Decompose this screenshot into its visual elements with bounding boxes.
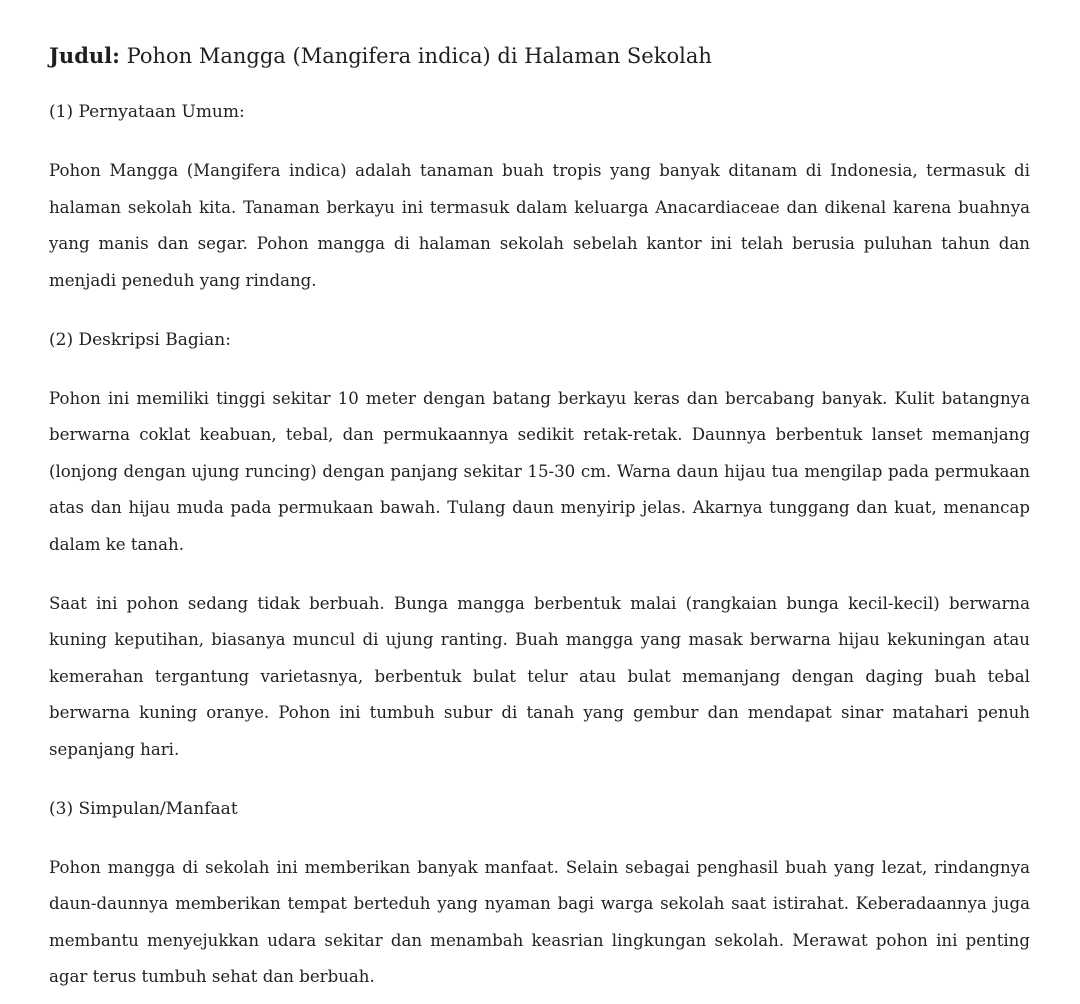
title-text: Pohon Mangga (Mangifera indica) di Halaman Sekolah bbox=[126, 44, 712, 68]
document-title bbox=[49, 40, 1030, 72]
title-label: Judul: bbox=[49, 43, 120, 68]
section-heading-part-description: (2) Deskripsi Bagian: bbox=[49, 329, 231, 350]
section-heading-conclusion: (3) Simpulan/Manfaat bbox=[49, 798, 238, 819]
paragraph-part-description-2: Saat ini pohon sedang tidak berbuah. Bunga mangga berbentuk malai (rangkaian bunga kecil-kecil) berwarna kuning keputihan, biasanya muncul di ujung ranting. Buah mangga yang masak berwarna hijau kekuningan atau kemerahan tergantung varietasnya, berbentuk bulat telur atau bulat memanjang dengan daging buah tebal berwarna kuning oranye. Pohon ini tumbuh subur di tanah yang gembur dan mendapat sinar matahari penuh sepanjang hari. bbox=[49, 593, 1030, 759]
document-body bbox=[49, 40, 1030, 996]
paragraph-conclusion: Pohon mangga di sekolah ini memberikan banyak manfaat. Selain sebagai penghasil buah yang lezat, rindangnya daun-daunnya memberikan tempat berteduh yang nyaman bagi warga sekolah saat istirahat. Keberadaannya juga membantu menyejukkan udara sekitar dan menambah keasrian lingkungan sekolah. Merawat pohon ini penting agar terus tumbuh sehat dan berbuah. bbox=[49, 857, 1030, 986]
paragraph-general-statement: Pohon Mangga (Mangifera indica) adalah tanaman buah tropis yang banyak ditanam di Indonesia, termasuk di halaman sekolah kita. Tanaman berkayu ini termasuk dalam keluarga Anacardiaceae dan dikenal karena buahnya yang manis dan segar. Pohon mangga di halaman sekolah sebelah kantor ini telah berusia puluhan tahun dan menjadi peneduh yang rindang. bbox=[49, 161, 1030, 290]
paragraph-part-description-1: Pohon ini memiliki tinggi sekitar 10 meter dengan batang berkayu keras dan bercabang banyak. Kulit batangnya berwarna coklat keabuan, tebal, dan permukaannya sedikit retak-retak. Daunnya berbentuk lanset memanjang (lonjong dengan ujung runcing) dengan panjang sekitar 15-30 cm. Warna daun hijau tua mengilap pada permukaan atas dan hijau muda pada permukaan bawah. Tulang daun menyirip jelas. Akarnya tunggang dan kuat, menancap dalam ke tanah. bbox=[49, 388, 1030, 554]
section-heading-general-statement: (1) Pernyataan Umum: bbox=[49, 102, 245, 122]
